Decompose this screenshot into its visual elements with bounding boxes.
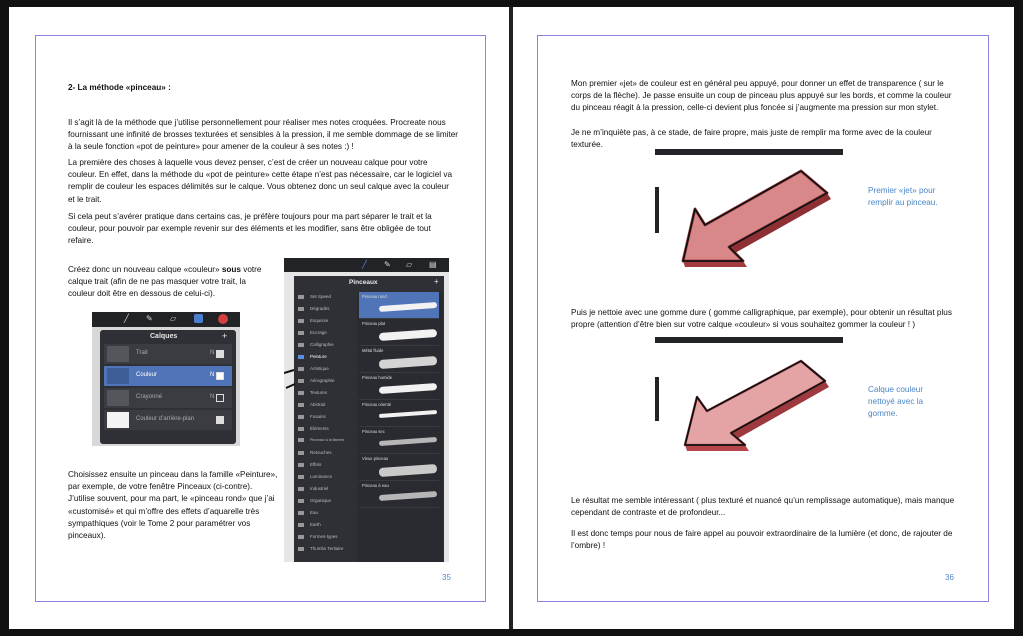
- category-icon: [298, 379, 304, 383]
- pink-arrow-clean: [655, 337, 843, 475]
- category-label: Set Speed: [310, 294, 332, 299]
- category-icon: [298, 403, 304, 407]
- blend-mode[interactable]: N: [210, 372, 215, 378]
- brush-item[interactable]: [359, 319, 439, 346]
- category-item[interactable]: [298, 510, 318, 515]
- blend-mode[interactable]: N: [210, 350, 215, 356]
- category-label: Aérographie: [310, 378, 335, 383]
- layer-row[interactable]: [104, 410, 232, 430]
- brush-stroke-preview: [379, 437, 437, 446]
- brush-name: Pinceau rond: [362, 294, 387, 299]
- layer-name: Crayonné: [136, 394, 163, 400]
- eraser-icon[interactable]: ▱: [406, 260, 413, 269]
- brushes-panel: [294, 276, 444, 562]
- procreate-toolbar: [92, 312, 240, 327]
- brush-stroke-preview: [379, 302, 437, 312]
- category-item[interactable]: [298, 366, 329, 371]
- left-page: [9, 7, 509, 629]
- layer-row-selected[interactable]: [104, 366, 232, 386]
- category-item[interactable]: [298, 330, 327, 335]
- arrow-screenshot-1: [655, 149, 843, 297]
- paint-drop-icon: [298, 355, 304, 359]
- add-layer-button[interactable]: +: [222, 331, 228, 341]
- brush-name: Pinceau orienté: [362, 402, 392, 407]
- brush-stroke-preview: [379, 410, 437, 418]
- layers-screenshot: [92, 312, 240, 446]
- brush-stroke-preview: [379, 491, 437, 501]
- category-label: Textures: [310, 390, 328, 395]
- category-item[interactable]: [298, 522, 321, 527]
- paragraph: Si cela peut s’avérer pratique dans certains cas, je préfère toujours pour ma part séparer le trait et la couleur, pour pouvoir par exemple revenir sur des éléments et les modifier, sans être obligée de tout refaire.: [68, 212, 432, 246]
- layers-icon[interactable]: ▤: [429, 260, 437, 269]
- category-item[interactable]: [298, 462, 321, 467]
- image-caption: Calque couleur nettoyé avec la gomme.: [868, 385, 924, 419]
- category-label: Pinceaux à la flamme: [310, 438, 345, 442]
- category-label: Dégradés: [310, 306, 330, 311]
- brush-stroke-preview: [379, 329, 437, 341]
- brush-categories: [294, 292, 354, 562]
- category-icon: [298, 535, 304, 539]
- category-label: Formes-types: [310, 534, 338, 539]
- category-item[interactable]: [298, 534, 338, 539]
- brush-icon[interactable]: ╱: [362, 260, 367, 269]
- layers-icon[interactable]: [194, 314, 203, 323]
- layer-row[interactable]: [104, 388, 232, 408]
- category-item[interactable]: [298, 498, 331, 503]
- category-icon: [298, 451, 304, 455]
- eraser-icon[interactable]: ▱: [170, 314, 177, 323]
- page-number: 35: [442, 573, 451, 582]
- section-heading: 2- La méthode «pinceau» :: [68, 83, 171, 92]
- category-label: Retouches: [310, 450, 332, 455]
- layer-thumbnail: [107, 412, 129, 428]
- paragraph: [68, 264, 266, 301]
- category-label: Fusains: [310, 414, 326, 419]
- category-icon: [298, 367, 304, 371]
- category-icon: [298, 511, 304, 515]
- brush-list: [357, 292, 443, 562]
- layer-row[interactable]: [104, 344, 232, 364]
- category-icon: [298, 463, 304, 467]
- pink-arrow-rough: [655, 149, 843, 297]
- category-icon: [298, 415, 304, 419]
- category-icon: [298, 487, 304, 491]
- image-caption: Premier «jet» pour remplir au pinceau.: [868, 186, 938, 208]
- brushes-screenshot: [284, 258, 449, 562]
- brush-name: Pinceau sec: [362, 429, 385, 434]
- brushes-title: Pinceaux: [349, 279, 378, 286]
- paragraph: Choisissez ensuite un pinceau dans la famille «Peinture», par exemple, de votre fenêtre Pinceaux (ci-contre). J’utilise souvent, pour ma part, le «pinceau rond» que j’ai «customisé» et qui m’offre des effets d’aquarelle très sympathiques (voir le Tome 2 pour paramétrer vos pinceaux).: [68, 470, 278, 541]
- category-icon: [298, 547, 304, 551]
- category-item[interactable]: [298, 438, 344, 442]
- category-label: Esquisse: [310, 318, 329, 323]
- brush-stroke-preview: [379, 464, 437, 477]
- category-item[interactable]: [298, 414, 326, 419]
- brush-icon[interactable]: ╱: [124, 314, 129, 323]
- category-item[interactable]: [298, 390, 327, 395]
- category-label: Luminance: [310, 474, 333, 479]
- brush-name: Pinceau à eau: [362, 483, 389, 488]
- category-label: Abstrait: [310, 402, 326, 407]
- text-run: votre calque trait (afin de ne pas masquer votre trait, la couleur doit être en dessous de celui-ci).: [68, 265, 262, 299]
- category-label: Éléments: [310, 426, 329, 431]
- bold-text: sous: [221, 265, 241, 274]
- paragraph: La première des choses à laquelle vous devez penser, c’est de créer un nouveau calque pour votre couleur. En effet, dans la méthode du «pot de peinture» cette étape n’est pas nécessaire, car le logiciel va remplir de couleur les espaces délimités sur le calque. Vous obtenez donc un seul calque avec la couleur et le trait.: [68, 158, 453, 204]
- category-icon: [298, 331, 304, 335]
- category-label: Industriel: [310, 486, 329, 491]
- category-label: Effets: [310, 462, 322, 467]
- procreate-toolbar: [284, 258, 449, 272]
- category-item[interactable]: [298, 318, 328, 323]
- paragraph: Il s’agit là de la méthode que j’utilise personnellement pour réaliser mes notes croquées. Procreate nous fournissant une infinité de brosses texturées et sensibles à la pression, il me semble dommage de se limiter à la seule fonction «pot de peinture» pour amener de la couleur à ses notes :) !: [68, 118, 459, 152]
- right-page: [513, 7, 1014, 629]
- category-icon: [298, 438, 304, 442]
- category-label: Eau: [310, 510, 319, 515]
- layers-panel: [100, 330, 236, 444]
- arrow-screenshot-2: [655, 337, 843, 475]
- canvas-stroke-fragment: [284, 318, 296, 398]
- paragraph: Je ne m’inquiète pas, à ce stade, de faire propre, mais juste de remplir ma forme avec de la couleur texturée.: [571, 128, 932, 150]
- paragraph: Puis je nettoie avec une gomme dure ( gomme calligraphique, par exemple), pour obtenir un résultat plus propre (attention d’être bien sur votre calque «couleur» si vous souhaitez gommer la couleur ! ): [571, 308, 952, 330]
- category-icon: [298, 295, 304, 299]
- paragraph: Mon premier «jet» de couleur est en général peu appuyé, pour donner un effet de transparence ( sur le corps de la flèche). Je passe ensuite un coup de pinceau plus appuyé sur les bords, et comme la couleur du pinceau réagit à la pression, celle-ci devient plus foncée si j’augmente ma pression sur mon stylet.: [571, 79, 952, 113]
- page-number: 36: [945, 573, 954, 582]
- category-icon: [298, 307, 304, 311]
- smudge-icon[interactable]: ✎: [146, 314, 153, 323]
- brush-stroke-preview: [379, 383, 437, 394]
- category-item[interactable]: [298, 486, 328, 491]
- layer-thumbnail: [107, 368, 129, 384]
- category-icon: [298, 343, 304, 347]
- paragraph: Il est donc temps pour nous de faire appel au pouvoir extraordinaire de la lumière (et donc, de rajouter de l’ombre) !: [571, 529, 953, 551]
- category-icon: [298, 319, 304, 323]
- layer-name: Couleur d’arrière-plan: [136, 416, 195, 422]
- category-icon: [298, 523, 304, 527]
- category-label: Peinture: [310, 354, 327, 359]
- visibility-checkbox[interactable]: [216, 372, 224, 380]
- paragraph: Le résultat me semble intéressant ( plus texturé et nuancé qu’un remplissage automatique), mais manque cependant de contraste et de profondeur...: [571, 496, 955, 518]
- category-label: Encrage: [310, 330, 327, 335]
- category-item[interactable]: [298, 426, 329, 431]
- brush-item[interactable]: [359, 481, 439, 508]
- category-item[interactable]: [298, 546, 343, 551]
- layer-thumbnail: [107, 346, 129, 362]
- category-icon: [298, 499, 304, 503]
- layer-name: Trait: [136, 350, 148, 356]
- blend-mode[interactable]: N: [210, 394, 215, 400]
- layer-name: Couleur: [136, 372, 158, 378]
- category-item[interactable]: [298, 402, 325, 407]
- category-item[interactable]: [298, 342, 334, 347]
- add-brush-button[interactable]: +: [434, 277, 439, 286]
- category-label: Calligraphie: [310, 342, 334, 347]
- brush-name: Vieux pinceau: [362, 456, 389, 461]
- category-label: Artistique: [310, 366, 329, 371]
- brush-item[interactable]: [359, 346, 439, 373]
- category-item[interactable]: [298, 474, 332, 479]
- brush-name: Métal fluide: [362, 348, 384, 353]
- brush-name: Pinceau humide: [362, 375, 393, 380]
- brush-name: Pinceau plat: [362, 321, 386, 326]
- brush-item[interactable]: [359, 427, 439, 454]
- visibility-checkbox[interactable]: [216, 416, 224, 424]
- category-item[interactable]: [298, 306, 330, 311]
- text-run: Créez donc un nouveau calque «couleur»: [68, 265, 222, 274]
- category-item[interactable]: [298, 378, 335, 383]
- category-item[interactable]: [298, 450, 332, 455]
- category-label: Organique: [310, 498, 332, 503]
- layers-title: Calques: [150, 333, 178, 340]
- category-icon: [298, 475, 304, 479]
- brush-item[interactable]: [359, 400, 439, 427]
- brush-item[interactable]: [359, 373, 439, 400]
- visibility-checkbox[interactable]: [216, 394, 224, 402]
- category-icon: [298, 391, 304, 395]
- visibility-checkbox[interactable]: [216, 350, 224, 358]
- smudge-icon[interactable]: ✎: [384, 260, 391, 269]
- category-label: Thumbs Tertiaire: [310, 546, 344, 551]
- brush-item[interactable]: [359, 454, 439, 481]
- brush-item-selected[interactable]: [359, 292, 439, 319]
- category-icon: [298, 427, 304, 431]
- category-item-selected[interactable]: [298, 354, 327, 359]
- brush-stroke-preview: [379, 356, 437, 369]
- layer-thumbnail: [107, 390, 129, 406]
- color-icon[interactable]: [218, 314, 228, 324]
- category-item[interactable]: [298, 294, 331, 299]
- category-label: Earth: [310, 522, 321, 527]
